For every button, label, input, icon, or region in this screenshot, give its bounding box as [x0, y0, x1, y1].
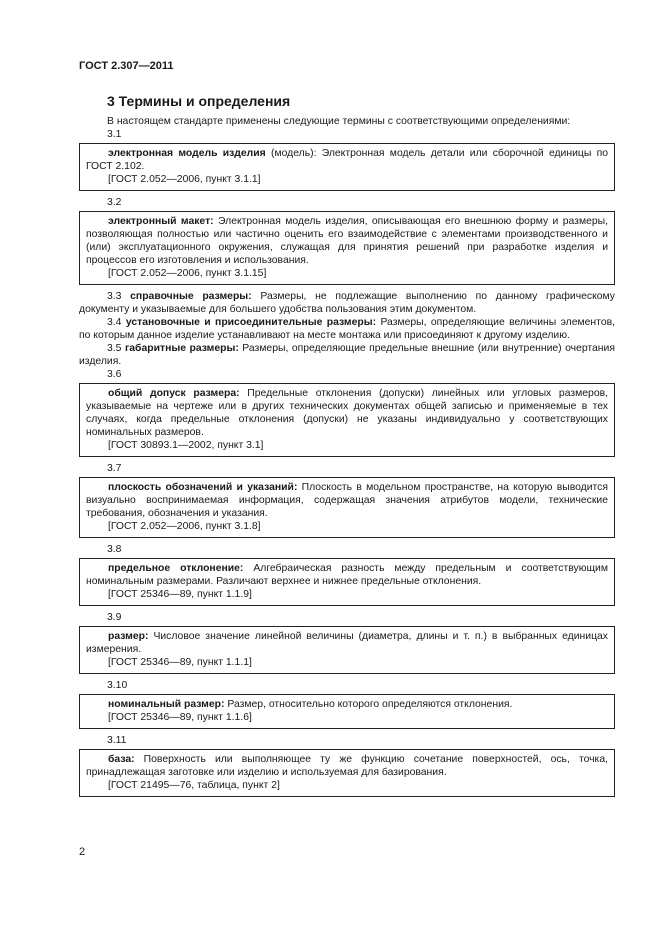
term-reference: [ГОСТ 30893.1—2002, пункт 3.1] — [108, 440, 264, 451]
term-box — [79, 211, 615, 285]
term-text: Размеры, не подлежащие выполнению по данному графическому документу и указываемые для большего удобства пользования этим документом. — [79, 291, 615, 315]
term-name: габаритные размеры: — [124, 343, 239, 354]
term-box — [79, 383, 615, 457]
term-box — [79, 626, 615, 674]
term-reference: [ГОСТ 2.052—2006, пункт 3.1.8] — [108, 521, 261, 532]
term-definition — [86, 630, 608, 656]
term-name: плоскость обозначений и указаний: — [108, 482, 298, 493]
term-definition — [86, 753, 608, 779]
term-text: Размеры, определяющие предельные внешние (или внутренние) очертания изделия. — [79, 343, 615, 367]
term-number: 3.4 — [107, 317, 122, 328]
term-name: справочные размеры: — [130, 291, 252, 302]
term-definition — [86, 215, 608, 267]
document-code: ГОСТ 2.307—2011 — [79, 60, 174, 72]
term-number: 3.1 — [107, 129, 122, 140]
term-box — [79, 477, 615, 538]
term-box — [79, 558, 615, 606]
terms-content — [79, 115, 615, 802]
term-number: 3.2 — [107, 197, 122, 208]
term-number: 3.9 — [107, 612, 122, 623]
term-box — [79, 694, 615, 729]
page-number: 2 — [79, 846, 86, 858]
term-reference: [ГОСТ 21495—76, таблица, пункт 2] — [108, 780, 280, 791]
term-number: 3.10 — [107, 680, 128, 691]
term-name: электронный макет: — [108, 216, 214, 227]
term-box — [79, 143, 615, 191]
term-definition — [79, 342, 615, 368]
term-definition — [86, 481, 608, 520]
term-name: общий допуск размера: — [108, 388, 240, 399]
term-number: 3.6 — [107, 369, 122, 380]
term-name: база: — [108, 754, 135, 765]
term-reference: [ГОСТ 25346—89, пункт 1.1.1] — [108, 657, 252, 668]
term-definition — [79, 290, 615, 316]
term-text: Числовое значение линейной величины (диаметра, длины и т. п.) в выбранных единицах измерения. — [86, 631, 608, 655]
term-name: номинальный размер: — [108, 699, 225, 710]
term-text: Поверхность или выполняющее ту же функцию сочетание поверхностей, ось, точка, принадлежащая заготовке или изделию и используемая для базирования. — [86, 754, 608, 778]
term-definition — [79, 316, 615, 342]
term-definition — [86, 562, 608, 588]
term-text: Предельные отклонения (допуски) линейных или угловых размеров, указываемые на чертеже или в других технических документах общей записью и применяемые в тех случаях, когда предельные отклонения (допуски) не указаны индивидуально у соответствующих номинальных размеров. — [86, 388, 609, 438]
term-definition — [86, 387, 608, 439]
term-number: 3.7 — [107, 463, 122, 474]
term-reference: [ГОСТ 2.052—2006, пункт 3.1.1] — [108, 174, 261, 185]
term-definition — [86, 698, 608, 711]
term-text: Размер, относительно которого определяются отклонения. — [224, 699, 513, 710]
term-number: 3.11 — [107, 735, 127, 746]
term-number: 3.5 — [107, 343, 122, 354]
term-number: 3.8 — [107, 544, 122, 555]
term-name: размер: — [108, 631, 149, 642]
term-text: Электронная модель изделия, описывающая его внешнюю форму и размеры, позволяющая полностью или частично оценить его взаимодействие с элементами производственного и (или) эксплуатационного окружения, служащая для принятия решений при разработке изделия и процессов его изготовления и использования. — [86, 216, 609, 266]
term-reference: [ГОСТ 2.052—2006, пункт 3.1.15] — [108, 268, 267, 279]
term-reference: [ГОСТ 25346—89, пункт 1.1.6] — [108, 712, 252, 723]
term-name: предельное отклонение: — [108, 563, 244, 574]
term-text: Алгебраическая разность между предельным и соответствующим номинальным размерами. Различают верхнее и нижнее предельные отклонения. — [86, 563, 608, 587]
term-definition — [86, 147, 608, 173]
term-text: (модель): Электронная модель детали или сборочной единицы по ГОСТ 2.102. — [86, 148, 608, 172]
term-name: электронная модель изделия — [108, 148, 266, 159]
term-text: Размеры, определяющие величины элементов, по которым данное изделие устанавливают на месте монтажа или присоединяют к другому изделию. — [79, 317, 615, 341]
section-title: 3 Термины и определения — [107, 93, 291, 109]
term-number: 3.3 — [107, 291, 122, 302]
term-text: Плоскость в модельном пространстве, на которую выводится визуально воспринимаемая информация, содержащая значения атрибутов модели, технические требования, обозначения и указания. — [86, 482, 608, 519]
term-reference: [ГОСТ 25346—89, пункт 1.1.9] — [108, 589, 252, 600]
term-box — [79, 749, 615, 797]
intro-paragraph: В настоящем стандарте применены следующие термины с соответствующими определениями: — [107, 116, 571, 127]
term-name: установочные и присоединительные размеры: — [125, 317, 377, 328]
